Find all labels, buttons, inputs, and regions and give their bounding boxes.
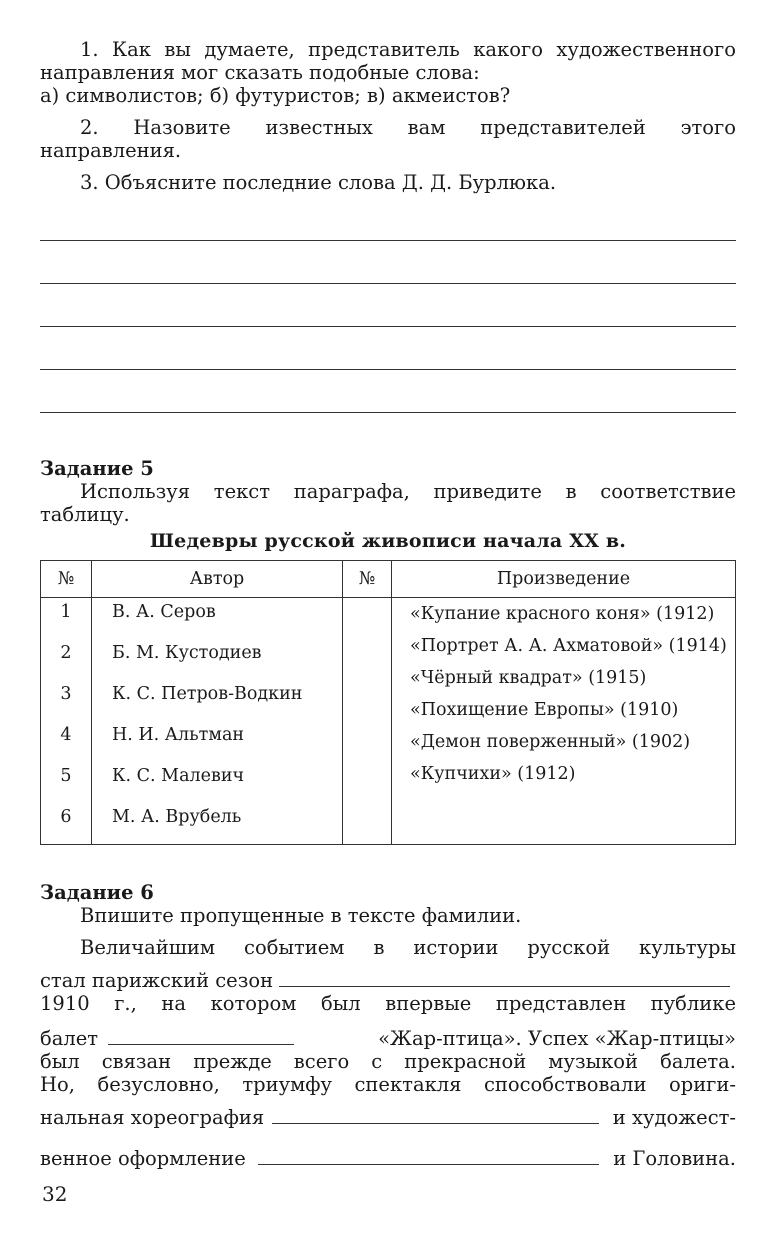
table-title: Шедевры русской живописи начала XX в. [149,530,627,552]
author-num: 6 [60,807,72,827]
task-6-line-4 [40,1027,736,1050]
question-1: 1. Как вы думаете, представитель какого художественного направления мог сказать подобные слова: [40,38,736,84]
task-6-line-3: 1910 г., на котором был впервые представлен публике [40,992,736,1015]
text-fragment: стал парижский сезон [40,969,274,992]
answer-line[interactable] [40,198,736,241]
task-6-line-2 [40,969,736,992]
task-6-line-7 [40,1106,736,1129]
author-name: Н. И. Альтман [112,725,245,745]
work-title: «Купчихи» (1912) [410,764,576,784]
author-num: 3 [60,684,72,704]
author-num: 2 [60,643,72,663]
question-1-options: а) символистов; б) футуристов; в) акмеистов? [40,84,511,107]
header-num2: № [343,561,392,598]
question-2: 2. Назовите известных вам представителей этого направления. [40,116,736,162]
work-title: «Портрет А. А. Ахматовой» (1914) [410,636,727,656]
header-author: Автор [92,561,343,598]
work-title: «Чёрный квадрат» (1915) [410,668,647,688]
page-content [40,38,736,1170]
work-title: «Похищение Европы» (1910) [410,700,679,720]
answer-line[interactable] [40,241,736,284]
table-body-row [41,598,736,845]
task-5-instruction: Используя текст параграфа, приведите в соответствие таблицу. [40,480,736,526]
work-column [392,598,736,845]
text-fragment: балет [40,1027,99,1050]
blank-field-1[interactable] [279,986,730,987]
answer-lines [40,198,736,413]
work-title: «Демон поверженный» (1902) [410,732,691,752]
page-number: 32 [42,1182,68,1206]
work-title: «Купание красного коня» (1912) [410,604,715,624]
author-column [92,598,343,845]
text-fragment: венное оформление [40,1147,246,1170]
task-6-line-1: Величайшим событием в истории русской культуры [80,936,736,959]
match-number-column[interactable] [343,598,392,845]
author-name: М. А. Врубель [112,807,242,827]
text-fragment: нальная хореография [40,1106,265,1129]
author-name: В. А. Серов [112,602,216,622]
task-6-line-6: Но, безусловно, триумфу спектакля способствовали ориги- [40,1073,736,1096]
table-header-row [41,561,736,598]
author-name: Б. М. Кустодиев [112,643,262,663]
blank-field-2[interactable] [108,1044,294,1045]
author-name: К. С. Малевич [112,766,245,786]
blank-field-4[interactable] [258,1164,599,1165]
answer-line[interactable] [40,327,736,370]
task-6-instruction: Впишите пропущенные в тексте фамилии. [80,904,522,927]
num-column [41,598,92,845]
text-fragment: и Головина. [613,1147,736,1170]
text-fragment: «Жар-птица». Успех «Жар-птицы» [378,1027,736,1050]
answer-line[interactable] [40,284,736,327]
author-num: 5 [60,766,72,786]
task-6-line-8 [40,1147,736,1170]
author-num: 1 [60,602,72,622]
author-name: К. С. Петров-Водкин [112,684,303,704]
task-5-heading: Задание 5 [40,457,154,480]
paintings-table [40,560,736,845]
header-num: № [41,561,92,598]
task-6-heading: Задание 6 [40,881,154,904]
header-work: Произведение [392,561,736,598]
answer-line[interactable] [40,370,736,413]
task-6-line-5: был связан прежде всего с прекрасной музыкой балета. [40,1050,736,1073]
text-fragment: и художест- [612,1106,736,1129]
question-3: 3. Объясните последние слова Д. Д. Бурлюка. [80,171,557,194]
author-num: 4 [60,725,72,745]
blank-field-3[interactable] [272,1123,599,1124]
